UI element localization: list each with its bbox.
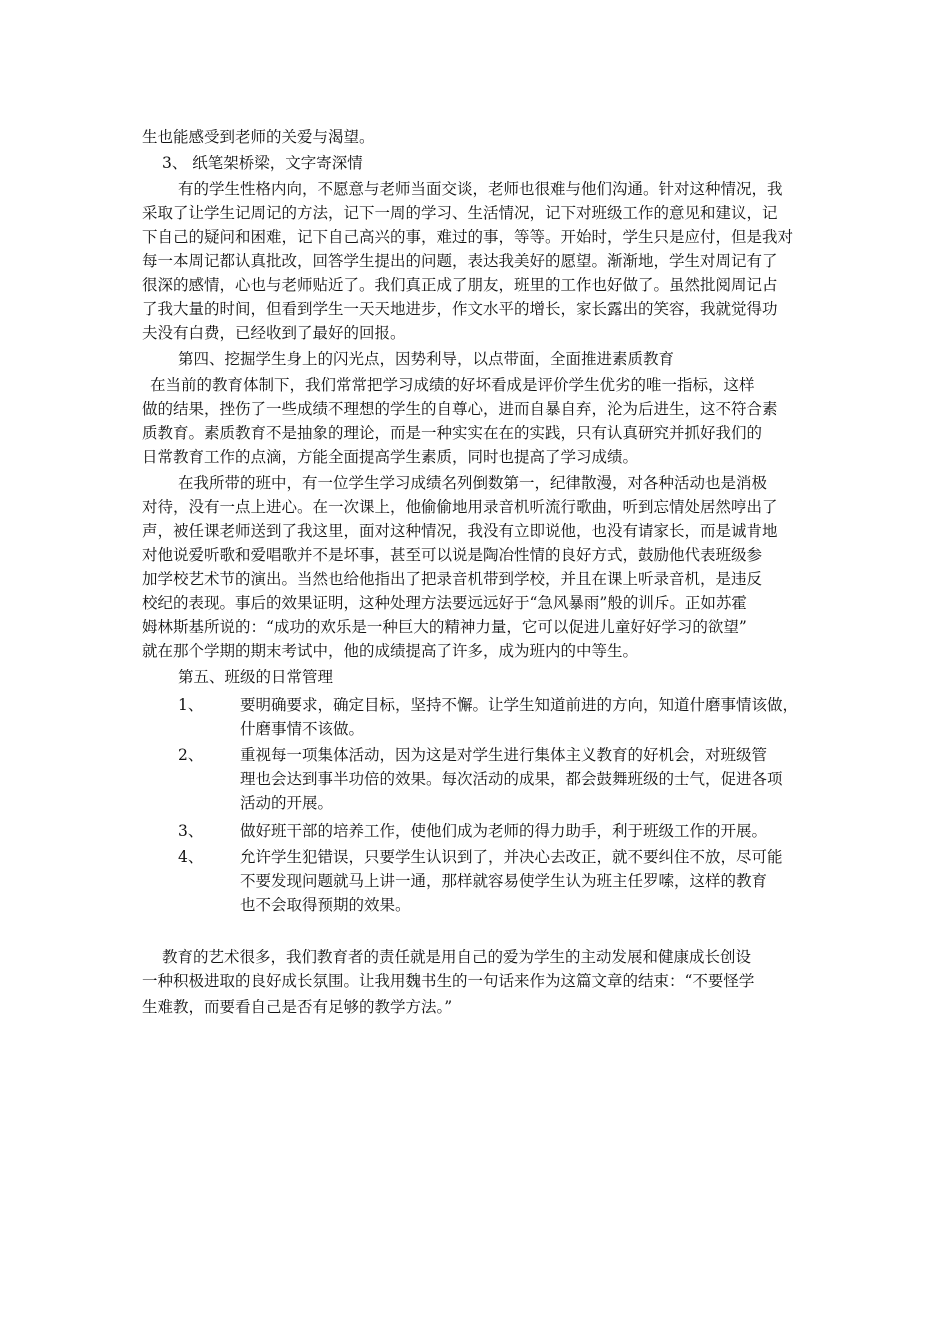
- paragraph-line: 有的学生性格内向，不愿意与老师当面交谈，老师也很难与他们沟通。针对这种情况，我: [178, 180, 783, 198]
- paragraph-line: 质教育。素质教育不是抽象的理论，而是一种实实在在的实践，只有认真研究并抓好我们的: [142, 424, 763, 442]
- closing-line: 一种积极进取的良好成长氛围。让我用魏书生的一句话来作为这篇文章的结束：“不要怪学: [142, 972, 755, 990]
- list-item-line: 理也会达到事半功倍的效果。每次活动的成果，都会鼓舞班级的士气，促进各项: [240, 770, 783, 788]
- list-item-line: 什磨事情不该做。: [240, 720, 365, 738]
- list-item-line: 也不会取得预期的效果。: [240, 896, 411, 914]
- list-item-line: 不要发现问题就马上讲一通，那样就容易使学生认为班主任罗嗦，这样的教育: [240, 872, 768, 890]
- list-item-line: 重视每一项集体活动，因为这是对学生进行集体主义教育的好机会，对班级管: [240, 746, 768, 764]
- list-item-line: 做好班干部的培养工作，使他们成为老师的得力助手，利于班级工作的开展。: [240, 822, 768, 840]
- paragraph-line: 日常教育工作的点滴，方能全面提高学生素质，同时也提高了学习成绩。: [142, 448, 639, 466]
- section-heading: 第五、班级的日常管理: [178, 668, 334, 686]
- list-item-line: 活动的开展。: [240, 794, 334, 812]
- paragraph-line: 在当前的教育体制下，我们常常把学习成绩的好坏看成是评价学生优劣的唯一指标，这样: [150, 376, 755, 394]
- paragraph-line: 就在那个学期的期末考试中，他的成绩提高了许多，成为班内的中等生。: [142, 642, 639, 660]
- paragraph-line: 夫没有白费，已经收到了最好的回报。: [142, 324, 406, 342]
- paragraph-line: 生也能感受到老师的关爱与渴望。: [142, 128, 375, 146]
- paragraph-line: 姆林斯基所说的：“成功的欢乐是一种巨大的精神力量，它可以促进儿童好好学习的欲望”: [142, 618, 747, 636]
- paragraph-line: 了我大量的时间，但看到学生一天天地进步，作文水平的增长，家长露出的笑容，我就觉得功: [142, 300, 778, 318]
- closing-line: 生难教，而要看自己是否有足够的教学方法。”: [142, 998, 453, 1016]
- paragraph-line: 声，被任课老师送到了我这里，面对这种情况，我没有立即说他，也没有请家长，而是诚肯地: [142, 522, 778, 540]
- paragraph-line: 对待，没有一点上进心。在一次课上，他偷偷地用录音机听流行歌曲，听到忘情处居然哼出了: [142, 498, 778, 516]
- list-item-number: 4、: [178, 848, 204, 866]
- list-item-line: 允许学生犯错误，只要学生认识到了，并决心去改正，就不要纠住不放，尽可能: [240, 848, 783, 866]
- paragraph-line: 很深的感情，心也与老师贴近了。我们真正成了朋友，班里的工作也好做了。虽然批阅周记占: [142, 276, 778, 294]
- paragraph-line: 加学校艺术节的演出。当然也给他指出了把录音机带到学校，并且在课上听录音机，是违反: [142, 570, 763, 588]
- paragraph-line: 在我所带的班中，有一位学生学习成绩名列倒数第一，纪律散漫，对各种活动也是消极: [178, 474, 768, 492]
- paragraph-line: 下自己的疑问和困难，记下自己高兴的事，难过的事，等等。开始时，学生只是应付，但是我对: [142, 228, 794, 246]
- closing-line: 教育的艺术很多，我们教育者的责任就是用自己的爱为学生的主动发展和健康成长创设: [162, 948, 752, 966]
- list-item-number: 3、: [178, 822, 204, 840]
- paragraph-line: 每一本周记都认真批改，回答学生提出的问题，表达我美好的愿望。渐渐地，学生对周记有了: [142, 252, 778, 270]
- list-item-line: 要明确要求，确定目标，坚持不懈。让学生知道前进的方向，知道什磨事情该做，: [240, 696, 799, 714]
- paragraph-line: 校纪的表现。事后的效果证明，这种处理方法要远远好于“急风暴雨”般的训斥。正如苏霍: [142, 594, 747, 612]
- section-heading: 3、 纸笔架桥梁，文字寄深情: [162, 154, 363, 172]
- list-item-number: 2、: [178, 746, 204, 764]
- paragraph-line: 做的结果，挫伤了一些成绩不理想的学生的自尊心，进而自暴自弃，沦为后进生，这不符合素: [142, 400, 778, 418]
- list-item-number: 1、: [178, 696, 204, 714]
- paragraph-line: 对他说爱听歌和爱唱歌并不是坏事，甚至可以说是陶冶性情的良好方式，鼓励他代表班级参: [142, 546, 763, 564]
- section-heading: 第四、挖掘学生身上的闪光点，因势利导，以点带面，全面推进素质教育: [178, 350, 675, 368]
- paragraph-line: 采取了让学生记周记的方法，记下一周的学习、生活情况，记下对班级工作的意见和建议，记: [142, 204, 778, 222]
